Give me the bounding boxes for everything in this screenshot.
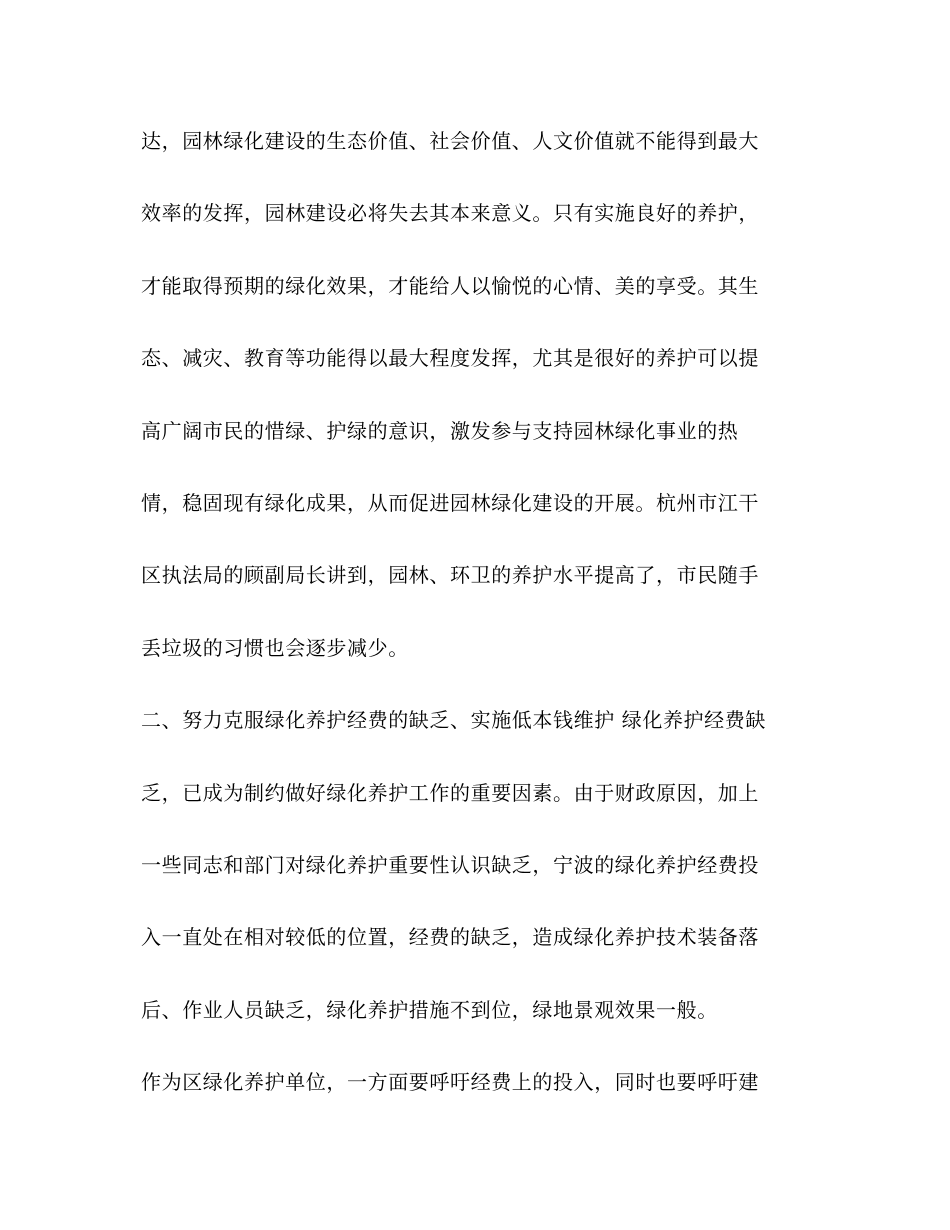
text-line: 一些同志和部门对绿化养护重要性认识缺乏，宁波的绿化养护经费投 <box>141 852 759 877</box>
text-line: 才能取得预期的绿化效果，才能给人以愉悦的心情、美的享受。其生 <box>141 273 759 298</box>
text-line: 高广阔市民的惜绿、护绿的意识，激发参与支持园林绿化事业的热 <box>141 418 739 443</box>
text-line: 区执法局的顾副局长讲到，园林、环卫的养护水平提高了，市民随手 <box>141 563 759 588</box>
text-line: 效率的发挥，园林建设必将失去其本来意义。只有实施良好的养护， <box>141 201 759 226</box>
text-line: 态、减灾、教育等功能得以最大程度发挥，尤其是很好的养护可以提 <box>141 346 759 371</box>
text-line: 二、努力克服绿化养护经费的缺乏、实施低本钱维护 绿化养护经费缺 <box>141 708 766 733</box>
text-line: 情，稳固现有绿化成果，从而促进园林绿化建设的开展。杭州市江干 <box>141 490 759 515</box>
text-line: 乏，已成为制约做好绿化养护工作的重要因素。由于财政原因，加上 <box>141 780 759 805</box>
body-text <box>141 121 821 1134</box>
text-line: 达，园林绿化建设的生态价值、社会价值、人文价值就不能得到最大 <box>141 129 759 153</box>
text-line: 后、作业人员缺乏，绿化养护措施不到位，绿地景观效果一般。 <box>141 997 718 1022</box>
text-line: 入一直处在相对较低的位置，经费的缺乏，造成绿化养护技术装备落 <box>141 925 759 950</box>
text-line: 丢垃圾的习惯也会逐步减少。 <box>141 635 409 660</box>
text-line: 作为区绿化养护单位，一方面要呼吁经费上的投入，同时也要呼吁建 <box>141 1070 759 1095</box>
